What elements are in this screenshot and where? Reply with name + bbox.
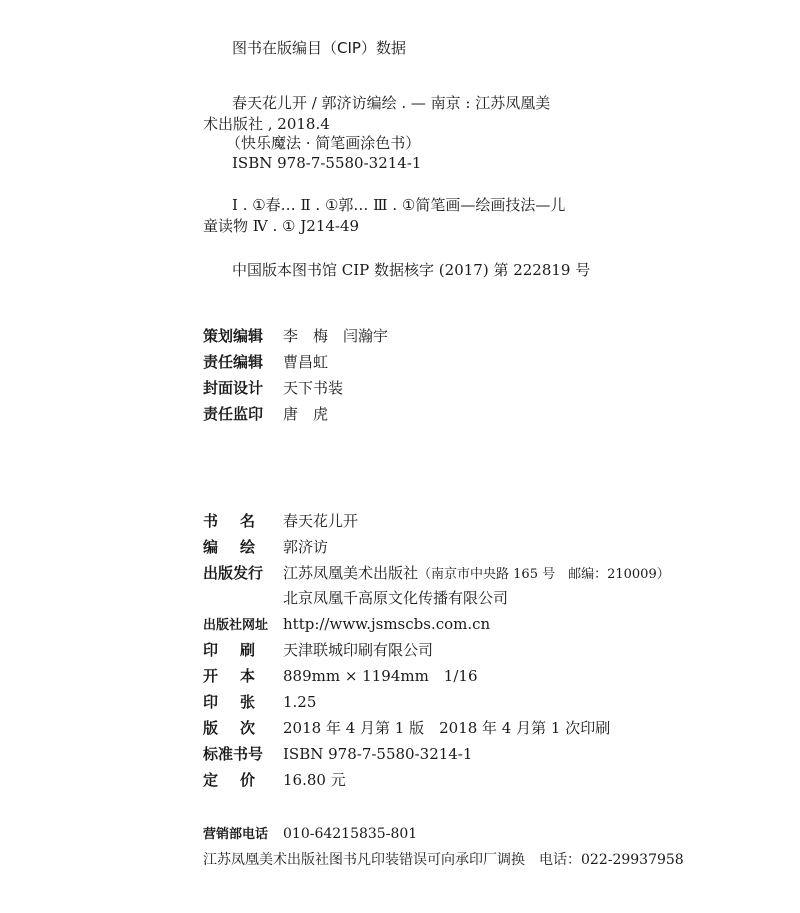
detail-title	[203, 511, 358, 531]
detail-value: ISBN 978-7-5580-3214-1	[283, 745, 473, 763]
staff-label: 责任监印	[203, 405, 264, 423]
staff-value: 李 梅 闫瀚宇	[283, 327, 389, 345]
staff-row-planning-editor	[203, 326, 388, 346]
printing-error-notice: 江苏凤凰美术出版社图书凡印装错误可向承印厂调换 电话：022-29937958	[203, 852, 684, 868]
cip-classification-2: 童读物 Ⅳ . ① J214-49	[203, 217, 360, 235]
detail-isbn	[203, 744, 472, 764]
cip-line-3: （快乐魔法 · 简笔画涂色书）	[226, 134, 421, 152]
detail-edition	[203, 718, 610, 738]
detail-value: 2018 年 4 月第 1 版 2018 年 4 月第 1 次印刷	[283, 719, 611, 737]
detail-label: 书名	[203, 512, 278, 530]
cip-heading: 图书在版编目（CIP）数据	[232, 39, 406, 57]
detail-publisher-2: 北京凤凰千高原文化传播有限公司	[283, 589, 509, 607]
detail-value: 天津联城印刷有限公司	[283, 641, 434, 659]
detail-label: 标准书号	[203, 745, 264, 763]
detail-publisher	[203, 563, 670, 585]
staff-row-print-supervisor	[203, 404, 328, 424]
sales-contact	[203, 824, 417, 845]
detail-label: 出版社网址	[203, 618, 269, 633]
detail-value: 16.80 元	[283, 771, 346, 789]
staff-label: 策划编辑	[203, 327, 264, 345]
staff-value: 唐 虎	[283, 405, 329, 423]
detail-value: 1.25	[283, 693, 317, 711]
detail-label: 开本	[203, 667, 278, 685]
staff-label: 责任编辑	[203, 353, 264, 371]
staff-label: 封面设计	[203, 379, 264, 397]
detail-label: 定价	[203, 771, 278, 789]
detail-value: 郭济访	[283, 538, 329, 556]
cip-record-number: 中国版本图书馆 CIP 数据核字 (2017) 第 222819 号	[232, 261, 591, 279]
detail-label: 出版发行	[203, 564, 264, 582]
sales-label: 营销部电话	[203, 827, 269, 842]
detail-author	[203, 537, 328, 557]
detail-value: 春天花儿开	[283, 512, 359, 530]
staff-row-cover-design	[203, 378, 343, 398]
cip-line-2: 术出版社 , 2018.4	[203, 115, 330, 133]
detail-value: 889mm × 1194mm 1/16	[283, 667, 478, 685]
sales-phone: 010-64215835-801	[283, 826, 418, 842]
detail-printer	[203, 640, 433, 660]
cip-isbn: ISBN 978-7-5580-3214-1	[232, 154, 422, 172]
detail-website	[203, 614, 490, 636]
cip-classification-1: Ⅰ . ①春… Ⅱ . ①郭… Ⅲ . ①简笔画—绘画技法—儿	[232, 196, 566, 214]
detail-value: 江苏凤凰美术出版社	[283, 564, 419, 582]
website-link[interactable]: http://www.jsmscbs.com.cn	[283, 615, 491, 633]
detail-label: 印刷	[203, 641, 278, 659]
cip-line-1: 春天花儿开 / 郭济访编绘 . — 南京 : 江苏凤凰美	[232, 94, 551, 112]
detail-price	[203, 770, 346, 790]
detail-sheets	[203, 692, 316, 712]
publisher-address: （南京市中央路 165 号 邮编：210009）	[418, 567, 670, 582]
staff-value: 曹昌虹	[283, 353, 329, 371]
detail-label: 编绘	[203, 538, 278, 556]
detail-format	[203, 666, 478, 686]
detail-label: 版次	[203, 719, 278, 737]
detail-label: 印张	[203, 693, 278, 711]
staff-value: 天下书装	[283, 379, 344, 397]
staff-row-responsible-editor	[203, 352, 328, 372]
